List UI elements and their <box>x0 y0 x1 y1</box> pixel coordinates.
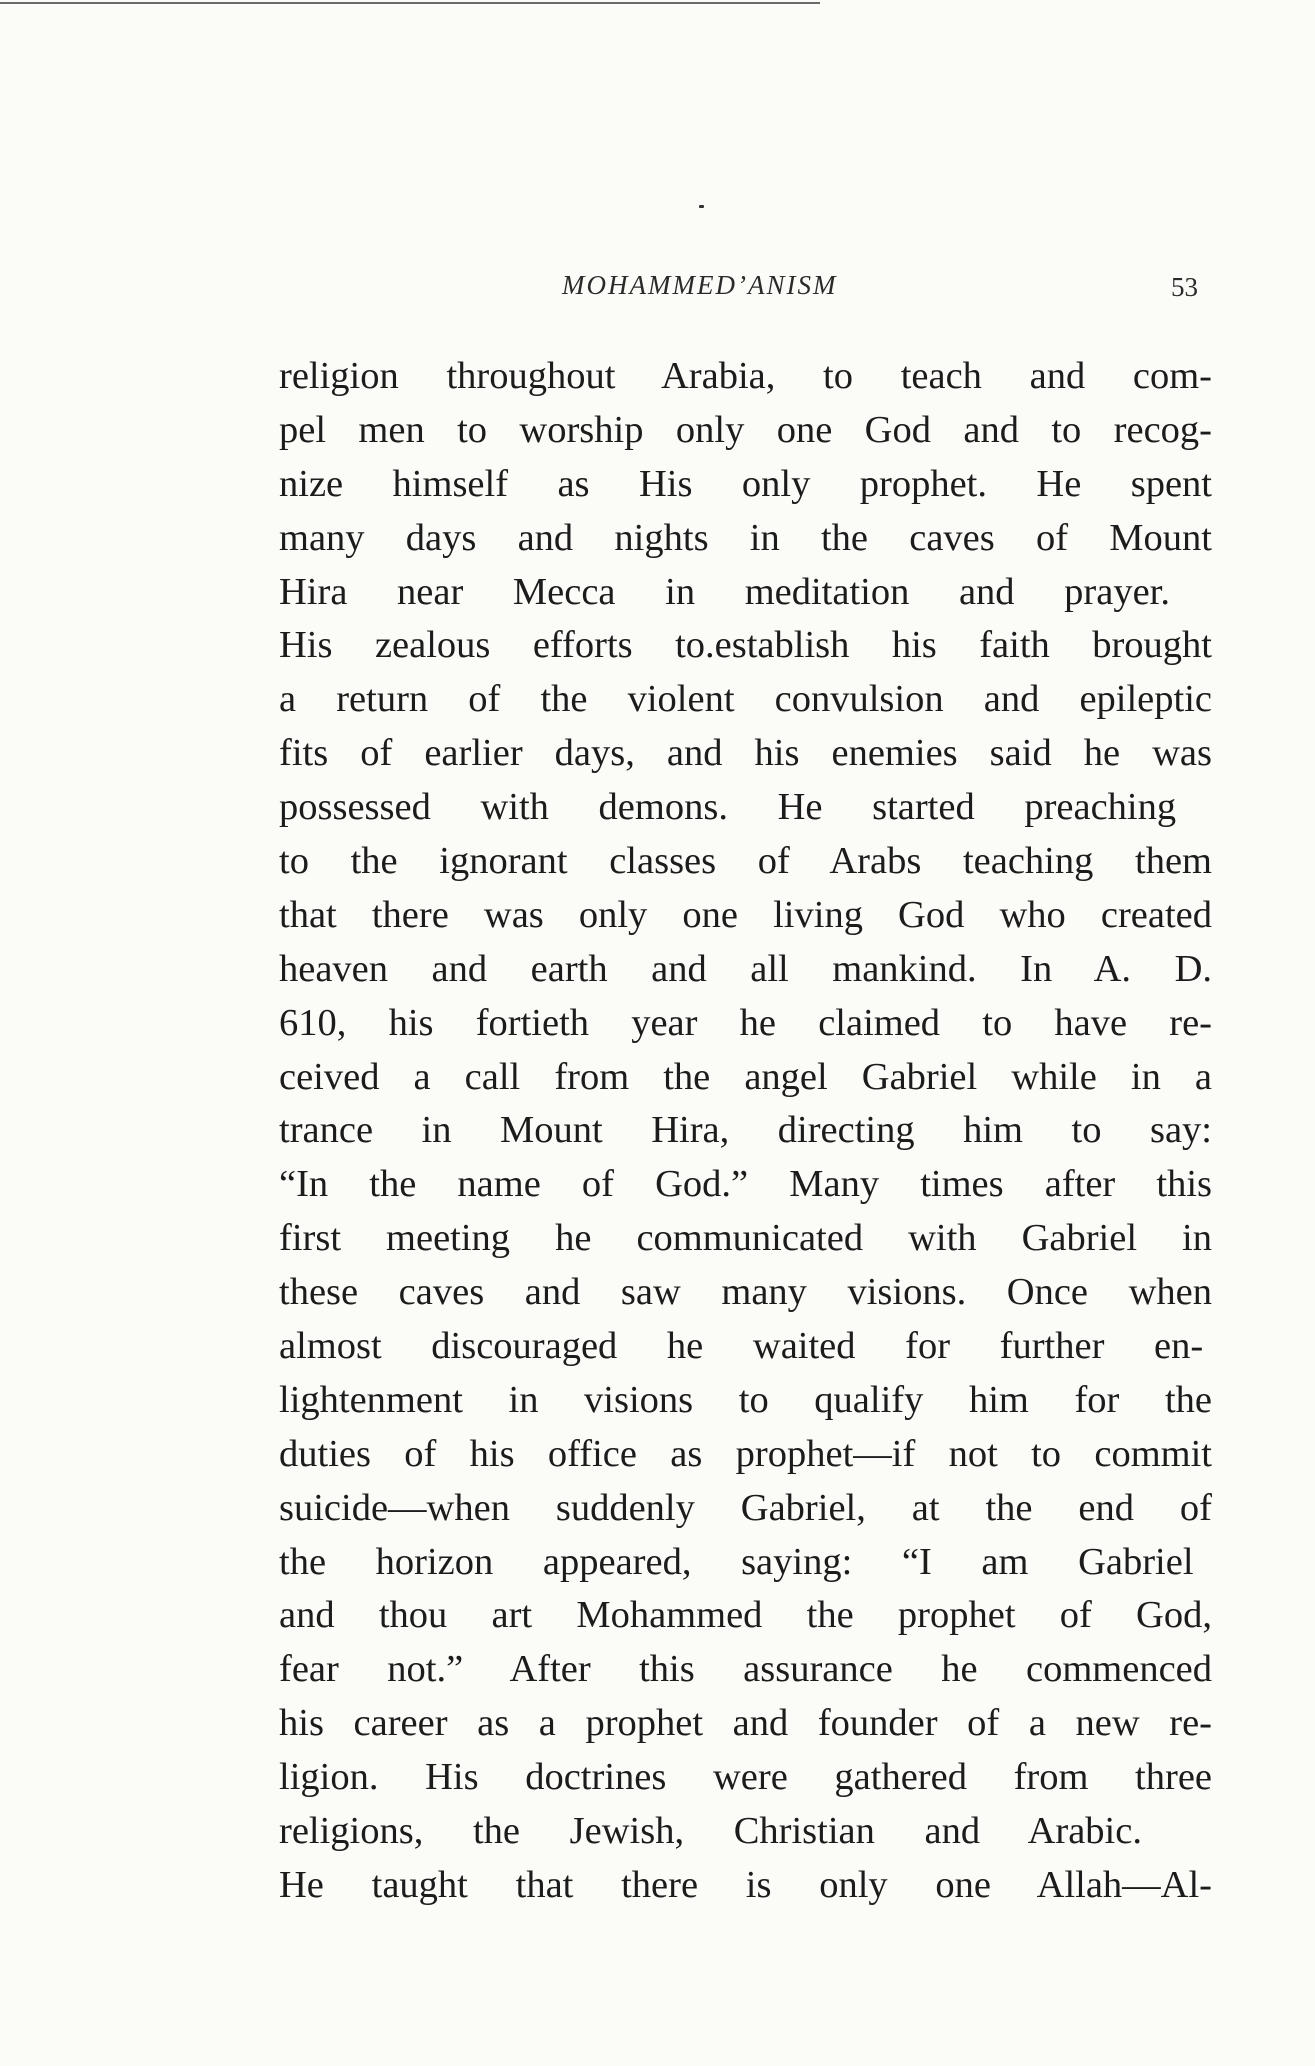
text-line <box>279 512 1212 566</box>
text-line-content: and thou art Mohammed the prophet of God, <box>279 1594 1212 1637</box>
text-line-content: almost discouraged he waited for further en- <box>279 1325 1204 1368</box>
text-line-content: trance in Mount Hira, directing him to say: <box>279 1109 1212 1152</box>
text-line <box>279 404 1212 458</box>
text-line <box>279 1482 1212 1536</box>
text-line <box>279 1158 1212 1212</box>
text-line-content: to the ignorant classes of Arabs teaching them <box>279 840 1212 883</box>
text-line <box>279 673 1212 727</box>
body-text <box>279 350 1212 1913</box>
text-line-content: first meeting he communicated with Gabriel in <box>279 1217 1212 1260</box>
text-line-content: possessed with demons. He started preaching <box>279 786 1177 829</box>
text-line-content: fear not.” After this assurance he commenced <box>279 1648 1212 1691</box>
text-line-content: that there was only one living God who created <box>279 893 1212 936</box>
text-line-content: He taught that there is only one Allah—Al- <box>279 1863 1212 1906</box>
text-line <box>279 1428 1212 1482</box>
text-line <box>279 727 1212 781</box>
text-line <box>279 1266 1212 1320</box>
text-line-content: heaven and earth and all mankind. In A. D. <box>279 947 1212 990</box>
running-title: MOHAMMED’ANISM <box>562 270 838 300</box>
text-line <box>279 1643 1212 1697</box>
text-line <box>279 997 1212 1051</box>
text-line <box>279 1536 1212 1590</box>
text-line <box>279 566 1212 620</box>
top-edge-rule <box>0 2 820 4</box>
text-line <box>279 1104 1212 1158</box>
text-line <box>279 350 1212 404</box>
ink-speck <box>699 205 704 208</box>
text-line-content: lightenment in visions to qualify him for the <box>279 1378 1212 1421</box>
text-line-content: Hira near Mecca in meditation and prayer. <box>279 570 1171 613</box>
text-line-content: religion throughout Arabia, to teach and com- <box>279 355 1212 397</box>
text-line-content: duties of his office as prophet—if not to commit <box>279 1432 1212 1475</box>
text-line <box>279 943 1212 997</box>
text-line-content: fits of earlier days, and his enemies said he was <box>279 732 1212 775</box>
text-line <box>279 1859 1212 1913</box>
text-line-content: religions, the Jewish, Christian and Arabic. <box>279 1810 1142 1853</box>
text-line <box>279 1051 1212 1105</box>
text-line-content: nize himself as His only prophet. He spent <box>279 462 1212 505</box>
text-line-content: 610, his fortieth year he claimed to have re- <box>279 1001 1212 1044</box>
text-line <box>279 619 1212 673</box>
text-line <box>279 458 1212 512</box>
text-line <box>279 1589 1212 1643</box>
text-line-content: these caves and saw many visions. Once when <box>279 1271 1212 1314</box>
text-line-content: suicide—when suddenly Gabriel, at the end of <box>279 1486 1212 1529</box>
text-line <box>279 889 1212 943</box>
text-line <box>279 781 1212 835</box>
text-line <box>279 1697 1212 1751</box>
text-line <box>279 1374 1212 1428</box>
text-line-content: “In the name of God.” Many times after this <box>279 1163 1212 1206</box>
page-number: 53 <box>1171 272 1198 302</box>
text-line <box>279 1320 1212 1374</box>
text-line <box>279 835 1212 889</box>
text-line-content: His zealous efforts to.establish his faith brought <box>279 624 1212 667</box>
text-line <box>279 1751 1212 1805</box>
text-line-content: his career as a prophet and founder of a new re- <box>279 1702 1212 1745</box>
text-line <box>279 1212 1212 1266</box>
text-line-content: the horizon appeared, saying: “I am Gabriel <box>279 1540 1194 1583</box>
text-line <box>279 1805 1212 1859</box>
text-line-content: ligion. His doctrines were gathered from three <box>279 1756 1212 1799</box>
text-line-content: a return of the violent convulsion and epileptic <box>279 678 1212 721</box>
text-line-content: pel men to worship only one God and to recog- <box>279 408 1212 451</box>
text-line-content: ceived a call from the angel Gabriel while in a <box>279 1055 1212 1098</box>
text-line-content: many days and nights in the caves of Mount <box>279 516 1212 559</box>
